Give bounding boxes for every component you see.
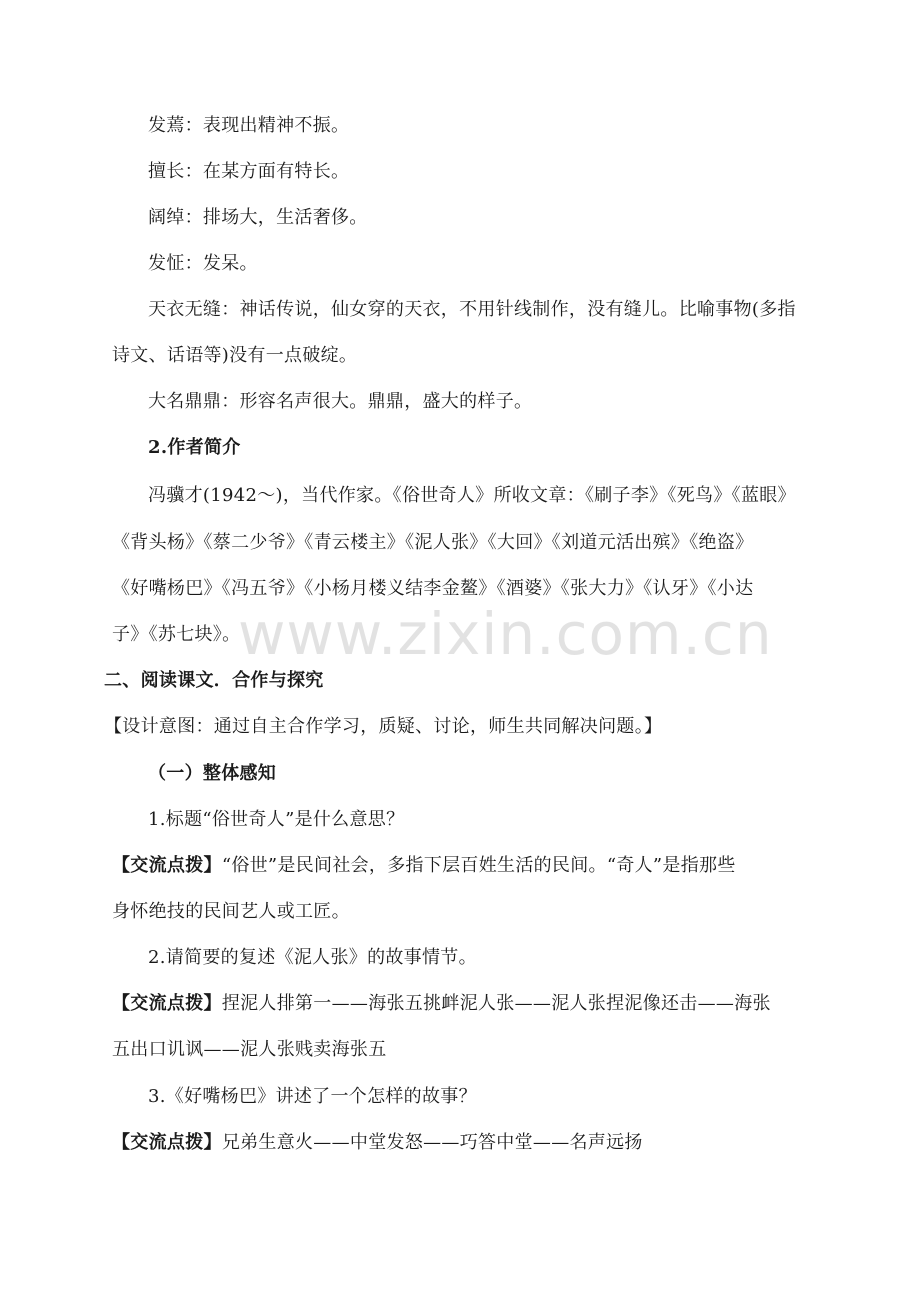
vocab-tianyi-line2: 诗文、话语等)没有一点破绽。 (112, 345, 358, 366)
answer-tag: 【交流点拨】 (112, 1132, 222, 1153)
watermark: www.zixin.com.cn (238, 600, 773, 668)
answer-1-line1 (112, 853, 736, 879)
author-line1: 冯骥才(1942～)，当代作家。《俗世奇人》所收文章：《刷子李》《死鸟》《蓝眼》 (148, 485, 796, 506)
answer-3-text: 兄弟生意火——中堂发怒——巧答中堂——名声远扬 (221, 1132, 643, 1153)
sub-heading-overall: （一）整体感知 (148, 763, 277, 784)
question-2: 2.请简要的复述《泥人张》的故事情节。 (148, 947, 477, 968)
question-3: 3.《好嘴杨巴》讲述了一个怎样的故事？ (148, 1086, 477, 1107)
vocab-shanchang: 擅长：在某方面有特长。 (148, 161, 350, 182)
answer-2-line2: 五出口讥讽——泥人张贱卖海张五 (112, 1039, 387, 1060)
vocab-fazheng: 发怔：发呆。 (148, 253, 258, 274)
author-heading: 2.作者简介 (148, 437, 241, 458)
author-line2: 《背头杨》《蔡二少爷》《青云楼主》《泥人张》《大回》《刘道元活出殡》《绝盗》 (112, 532, 754, 553)
author-line3: 《好嘴杨巴》《冯五爷》《小杨月楼义结李金鳌》《酒婆》《张大力》《认牙》《小达 (112, 578, 754, 599)
vocab-kuochuo: 阔绰：排场大，生活奢侈。 (148, 207, 368, 228)
answer-2-text: 捏泥人排第一——海张五挑衅泥人张——泥人张捏泥像还击——海张 (221, 993, 771, 1014)
answer-3-line1 (112, 1130, 643, 1156)
answer-tag: 【交流点拨】 (112, 993, 222, 1014)
design-intent: 【设计意图：通过自主合作学习，质疑、讨论，师生共同解决问题。】 (104, 716, 663, 737)
answer-1-line2: 身怀绝技的民间艺人或工匠。 (112, 901, 350, 922)
vocab-fanian: 发蔫：表现出精神不振。 (148, 115, 350, 136)
answer-tag: 【交流点拨】 (112, 855, 222, 876)
question-1: 1.标题“俗世奇人”是什么意思？ (148, 809, 405, 830)
author-line4: 子》《苏七块》。 (112, 624, 241, 645)
answer-2-line1 (112, 991, 771, 1017)
vocab-tianyi-line1: 天衣无缝：神话传说，仙女穿的天衣，不用针线制作，没有缝儿。比喻事物(多指 (148, 299, 796, 320)
answer-1-text: “俗世”是民间社会，多指下层百姓生活的民间。“奇人”是指那些 (221, 855, 736, 876)
vocab-daming: 大名鼎鼎：形容名声很大。鼎鼎，盛大的样子。 (148, 391, 533, 412)
section2-heading: 二、阅读课文．合作与探究 (104, 670, 324, 691)
